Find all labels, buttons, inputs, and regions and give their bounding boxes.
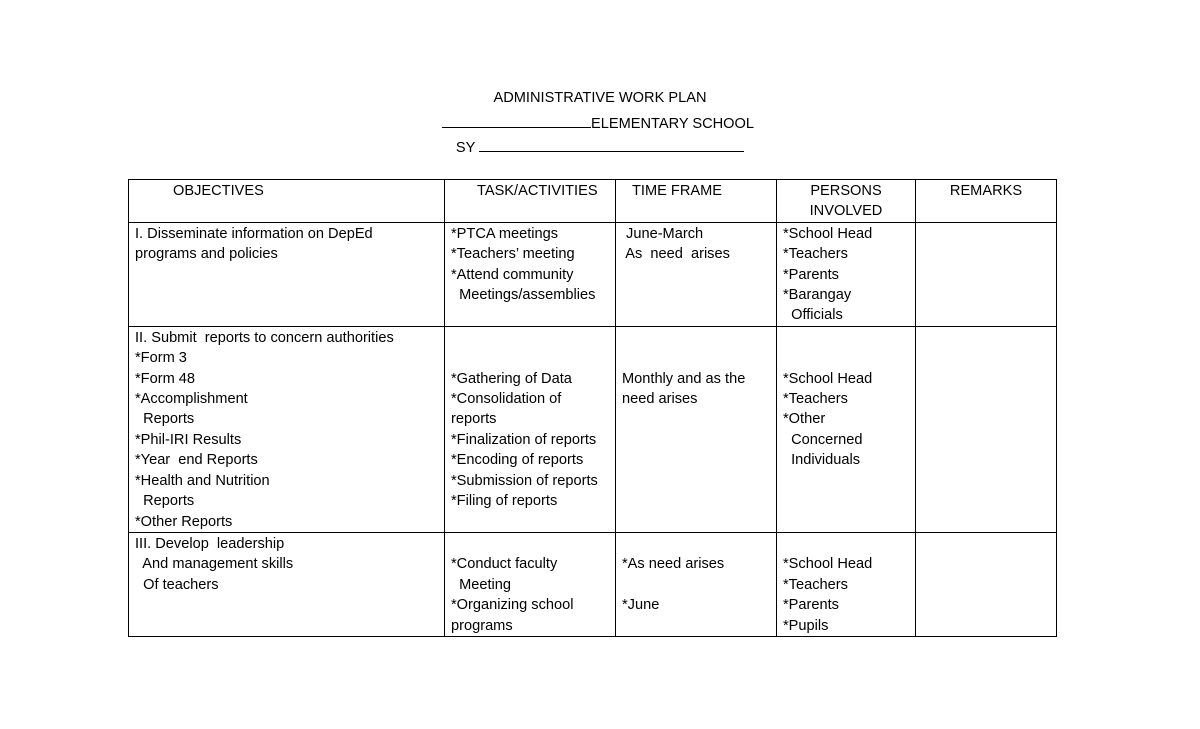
persons-line: *School Head <box>783 556 873 573</box>
objectives-line: III. Develop leadership <box>135 535 285 552</box>
time-frame-line: Monthly and as the <box>622 370 746 387</box>
school-suffix: ELEMENTARY SCHOOL <box>590 116 754 132</box>
col-header-tasks: TASK/ACTIVITIES <box>445 180 616 223</box>
school-year-line <box>0 136 1200 158</box>
tasks-line: *Conduct faculty <box>451 556 558 573</box>
school-name-blank[interactable] <box>442 112 591 128</box>
time-frame-line: As need arises <box>622 246 730 263</box>
tasks-line <box>451 328 609 348</box>
sy-label: SY <box>455 140 476 156</box>
time-frame-line <box>622 534 770 554</box>
persons-line: *Barangay <box>783 287 852 304</box>
objectives-line: *Health and Nutrition <box>135 472 270 489</box>
objectives-line: II. Submit reports to concern authorities <box>135 329 394 346</box>
tasks-line: *Submission of reports <box>451 472 598 489</box>
time-frame-line <box>622 328 770 348</box>
persons-line: Individuals <box>783 452 861 469</box>
cell-remarks <box>916 532 1057 636</box>
persons-line: *School Head <box>783 370 873 387</box>
persons-line: *Teachers <box>783 246 848 263</box>
cell-tasks <box>445 532 616 636</box>
persons-line: *Other <box>783 411 826 428</box>
school-year-blank[interactable] <box>479 136 744 152</box>
persons-line: Officials <box>783 307 843 324</box>
objectives-line: Reports <box>135 411 195 428</box>
cell-objectives <box>129 326 445 532</box>
objectives-line: *Accomplishment <box>135 391 248 408</box>
time-frame-line: *June <box>622 597 660 614</box>
persons-line: *Parents <box>783 597 839 614</box>
cell-objectives <box>129 222 445 326</box>
table-header-row <box>129 180 1057 223</box>
table-row <box>129 326 1057 532</box>
tasks-line: Meeting <box>451 576 512 593</box>
time-frame-line: *As need arises <box>622 556 725 573</box>
objectives-line: Of teachers <box>135 576 219 593</box>
cell-persons <box>777 326 916 532</box>
time-frame-line: need arises <box>622 391 698 408</box>
persons-line: Concerned <box>783 431 863 448</box>
persons-line: *Teachers <box>783 576 848 593</box>
tasks-line <box>451 534 609 554</box>
persons-line: *Teachers <box>783 391 848 408</box>
objectives-line: *Year end Reports <box>135 452 258 469</box>
persons-line: *School Head <box>783 225 873 242</box>
cell-objectives <box>129 532 445 636</box>
tasks-line: *PTCA meetings <box>451 225 559 242</box>
tasks-line: *Filing of reports <box>451 493 558 510</box>
tasks-line: Meetings/assemblies <box>451 287 596 304</box>
cell-time-frame <box>616 532 777 636</box>
cell-remarks <box>916 222 1057 326</box>
col-header-time-frame: TIME FRAME <box>616 180 777 223</box>
col-header-objectives: OBJECTIVES <box>129 180 445 223</box>
time-frame-line: June-March <box>622 225 704 242</box>
tasks-line: *Encoding of reports <box>451 452 584 469</box>
work-plan-table <box>128 179 1057 637</box>
cell-time-frame <box>616 222 777 326</box>
objectives-line: *Other Reports <box>135 513 233 530</box>
tasks-line: *Organizing school <box>451 597 574 614</box>
tasks-line: *Consolidation of <box>451 391 562 408</box>
objectives-line: And management skills <box>135 556 294 573</box>
cell-persons <box>777 532 916 636</box>
school-name-line <box>0 112 1198 134</box>
objectives-line: *Form 3 <box>135 350 187 367</box>
table-row <box>129 222 1057 326</box>
persons-line: *Pupils <box>783 617 829 634</box>
cell-persons <box>777 222 916 326</box>
tasks-line: *Teachers’ meeting <box>451 246 575 263</box>
col-header-remarks: REMARKS <box>916 180 1057 223</box>
tasks-line: programs <box>451 617 513 634</box>
tasks-line: reports <box>451 411 497 428</box>
objectives-line: I. Disseminate information on DepEd <box>135 225 373 242</box>
col-header-persons: PERSONS INVOLVED <box>777 180 916 223</box>
tasks-line: *Gathering of Data <box>451 370 572 387</box>
objectives-line: *Phil-IRI Results <box>135 431 242 448</box>
time-frame-line <box>622 575 770 595</box>
persons-line: *Parents <box>783 266 839 283</box>
tasks-line <box>451 348 609 368</box>
time-frame-line <box>622 348 770 368</box>
document-title: ADMINISTRATIVE WORK PLAN <box>493 90 707 106</box>
objectives-line: programs and policies <box>135 246 278 263</box>
cell-remarks <box>916 326 1057 532</box>
tasks-line: *Attend community <box>451 266 574 283</box>
persons-line <box>783 348 909 368</box>
tasks-line: *Finalization of reports <box>451 431 597 448</box>
cell-tasks <box>445 326 616 532</box>
persons-line <box>783 534 909 554</box>
cell-tasks <box>445 222 616 326</box>
persons-line <box>783 328 909 348</box>
objectives-line: *Form 48 <box>135 370 196 387</box>
objectives-line: Reports <box>135 493 195 510</box>
cell-time-frame <box>616 326 777 532</box>
table-row <box>129 532 1057 636</box>
